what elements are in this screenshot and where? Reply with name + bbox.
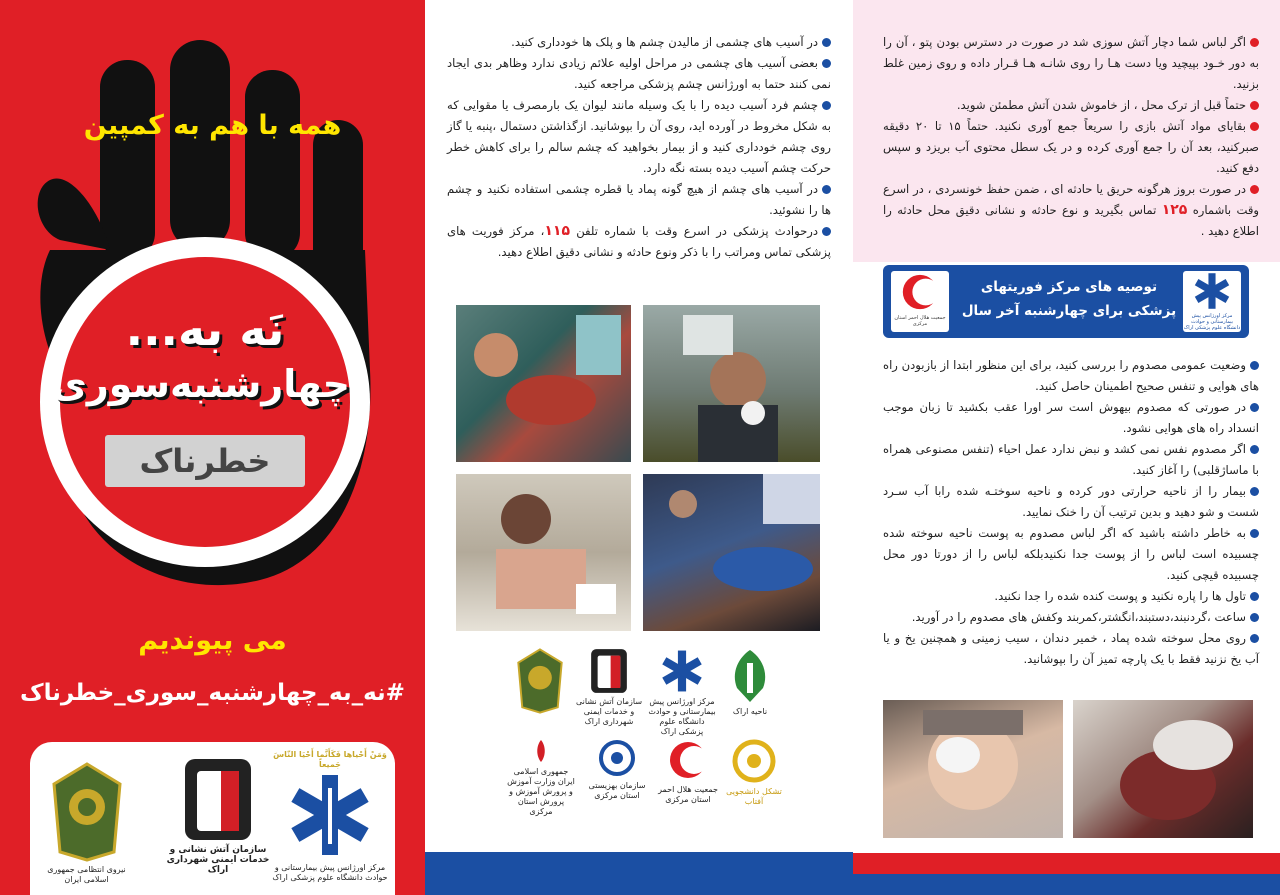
list-item: در آسیب های چشمی از مالیدن چشم ها و پلک ها خودداری کنید. <box>447 32 831 53</box>
bullet-icon <box>822 227 831 236</box>
basij-logo: ناحیه اراک <box>721 648 779 717</box>
campaign-hashtag: #نه_به_چهارشنبه_سوری_خطرناک <box>20 680 405 706</box>
photo-child-eye-bandage <box>883 700 1063 838</box>
iran-emblem-icon <box>528 738 554 764</box>
photo-hand-burn <box>1073 700 1253 838</box>
title-chaharshanbe-suri: چهارشنبه‌سوری <box>52 362 350 406</box>
emergency-number: ۱۱۵ <box>544 223 571 239</box>
bullet-icon <box>822 38 831 47</box>
bullet-icon <box>1250 361 1259 370</box>
eye-injury-advice <box>447 32 831 263</box>
ems-banner-title: توصیه های مرکز فوریتهای پزشکی برای چهارشنبه آخر سال <box>961 279 1177 319</box>
list-item: در صورتی که مصدوم بیهوش است سر اورا عقب بکشید تا زبان موجب انسداد راه های هوایی نشود. <box>883 400 1259 435</box>
bullet-icon <box>1250 592 1259 601</box>
bullet-icon <box>1250 529 1259 538</box>
bottom-strip <box>853 853 1280 895</box>
list-item: بیمار را از ناحیه حرارتی دور کرده و ناحیه سوختـه شده رابا آب سـرد شست و شو دهید و بدین ترتیب آن را خنک نمایید. <box>883 484 1259 519</box>
red-crescent-icon <box>666 738 710 782</box>
list-item: درحوادث پزشکی در اسرع وقت با شماره تلفن ۱۱۵، مرکز فوریت های پزشکی تماس ومراتب را با ذکر ونوع حادثه و نشانی دقیق اطلاع دهید. <box>447 223 831 259</box>
police-logo: نیروی انتظامی جمهوری اسلامی ایران <box>44 762 129 885</box>
title-no: نَه به... <box>125 302 285 356</box>
fire-safety-advice <box>883 32 1259 242</box>
list-item: ساعت ،گردنبند،دستبند،انگشتر،کمربند وکفش های مصدوم را در آورید. <box>883 607 1259 628</box>
bullet-icon <box>1250 613 1259 622</box>
welfare-logo: سازمان بهزیستی استان مرکزی <box>583 738 651 801</box>
bullet-icon <box>822 59 831 68</box>
list-item: بعضی آسیب های چشمی در مراحل اولیه علائم زیادی ندارد وظاهر بدی ایجاد نمی کنند حتما به اورژانس چشم پزشکی مراجعه کنید. <box>447 56 831 91</box>
photo-burn-surgery <box>456 305 631 462</box>
police-logo <box>510 648 570 717</box>
photo-burned-child <box>456 474 631 631</box>
star-of-life-icon <box>285 770 375 860</box>
ems-logo: وَمَنْ أَحْیاها فَکَأَنَّما أَحْیَا النّاسَ جَمیعاً مرکز اورژانس پیش بیمارستانی و حوادث دانشگاه علوم پزشکی اراک <box>272 750 388 882</box>
fire-department-emblem-icon <box>183 757 253 842</box>
bullet-icon <box>1250 101 1259 110</box>
red-crescent-banner-logo: جمعیت هلال احمر استان مرکزی <box>891 271 949 332</box>
list-item: وضعیت عمومی مصدوم را بررسی کنید، برای این منظور ابتدا از بازبودن راه های هوایی و تنفس صحیح اطمینان حاصل کنید. <box>883 358 1259 393</box>
bullet-icon <box>822 185 831 194</box>
aftab-logo: تشکل دانشجویی آفتاب <box>723 738 785 807</box>
fire-department-logo: سازمان آتش نشانی و خدمات ایمنی شهرداری اراک <box>575 648 643 727</box>
join-slogan: می پیوندیم <box>138 625 287 656</box>
bullet-icon <box>1250 38 1259 47</box>
bullet-icon <box>1250 403 1259 412</box>
list-item: اگر مصدوم نفس نمی کشد و نبض ندارد عمل احیاء (تنفس مصنوعی همراه با ماساژقلبی) را آغاز کنید. <box>883 442 1259 477</box>
danger-label: خطرناک <box>105 435 305 487</box>
bullet-icon <box>1250 487 1259 496</box>
star-of-life-icon <box>1192 271 1232 311</box>
list-item: چشم فرد آسیب دیده را با یک وسیله مانند لیوان یک بارمصرف یا مقوایی که به شکل مخروط در آورده اید، روی آن را بپوشانید. ازگذاشتن دستمال ،پنبه یا گاز روی چشم خودداری کنید و از بیمار بخواهید که چشم سالم را برای کاهش خطر حرکت چشم آسیب دیده بسته نگه دارد. <box>447 98 831 175</box>
bullet-icon <box>1250 445 1259 454</box>
list-item: اگر لباس شما دچار آتش سوزی شد در صورت در دسترس بودن پتو ، آن را به دور خـود بپیچید ویا دست هـا را روی شانـه هـا قـرار داده و روی زمین غلط بزنید. <box>883 35 1259 91</box>
welfare-emblem-icon <box>592 738 642 778</box>
campaign-slogan: همه با هم به کمپین <box>83 110 342 141</box>
fire-number: ۱۲۵ <box>1161 202 1188 218</box>
bullet-icon <box>1250 634 1259 643</box>
first-aid-panel <box>853 0 1280 895</box>
list-item: در آسیب های چشم از هیچ گونه پماد یا قطره چشمی استفاده نکنید و چشم ها را نشوئید. <box>447 182 831 217</box>
list-item: به خاطر داشته باشید که اگر لباس مصدوم به پوست ناحیه سوخته شده چسبیده است لباس را از پوست جدا نکنیدبلکه لباس را از دورتا دور محل چسبیده قیچی کنید. <box>883 526 1259 582</box>
bullet-icon <box>1250 122 1259 131</box>
list-item: در صورت بروز هرگونه حریق یا حادثه ای ، ضمن حفظ خونسردی ، در اسرع وقت باشماره ۱۲۵ تماس بگیرید و نوع حادثه و نشانی دقیق محل حادثه را اطلاع دهید . <box>883 182 1260 238</box>
list-item: حتماً قبل از ترک محل ، از خاموش شدن آتش مطمئن شوید. <box>883 95 1259 116</box>
fire-department-emblem-icon <box>589 648 629 694</box>
police-emblem-icon <box>517 648 563 714</box>
star-of-life-icon <box>659 648 705 694</box>
police-emblem-icon <box>52 762 122 862</box>
red-crescent-icon <box>899 271 941 313</box>
bullet-icon <box>822 101 831 110</box>
fire-department-logo: سازمان آتش نشانی و خدمات ایمنی شهرداری اراک <box>158 757 278 875</box>
red-crescent-logo: جمعیت هلال احمر استان مرکزی <box>655 738 721 805</box>
campaign-panel <box>0 0 425 895</box>
photo-patient-stretcher <box>643 474 820 631</box>
photo-eye-injury <box>643 305 820 462</box>
list-item: روی محل سوخته شده پماد ، خمیر دندان ، سیب زمینی و همچنین یخ و یا آب یخ نزنید فقط با یک پارچه تمیز آن را بپوشانید. <box>883 631 1259 666</box>
education-ministry-logo: جمهوری اسلامی ایران وزارت آموزش و پرورش آموزش و پرورش استان مرکزی <box>505 738 577 817</box>
ems-banner <box>883 265 1249 338</box>
bullet-icon <box>1250 185 1259 194</box>
aftab-emblem-icon <box>731 738 777 784</box>
no-sign <box>40 237 370 567</box>
burn-first-aid-advice <box>883 355 1259 670</box>
bottom-strip <box>425 852 853 895</box>
ems-logo: مرکز اورژانس پیش بیمارستانی و حوادث دانشگاه علوم پزشکی اراک <box>648 648 716 737</box>
list-item: بقایای مواد آتش بازی را سریعاً جمع آوری نکنید. حتماً ۱۵ تا ۲۰ دقیقه صبرکنید، بعد آن را جمع آوری کرده و در یک سطل محتوی آب بریزد و سپس دفع کنید. <box>883 119 1259 175</box>
basij-emblem-icon <box>727 648 773 704</box>
sponsor-logos-box <box>30 742 395 895</box>
ems-banner-logo: مرکز اورژانس پیش بیمارستانی و حوادث دانشگاه علوم پزشکی اراک <box>1183 271 1241 332</box>
list-item: تاول ها را پاره نکنید و پوست کنده شده را جدا نکنید. <box>883 586 1259 607</box>
eye-injury-panel <box>425 0 853 895</box>
